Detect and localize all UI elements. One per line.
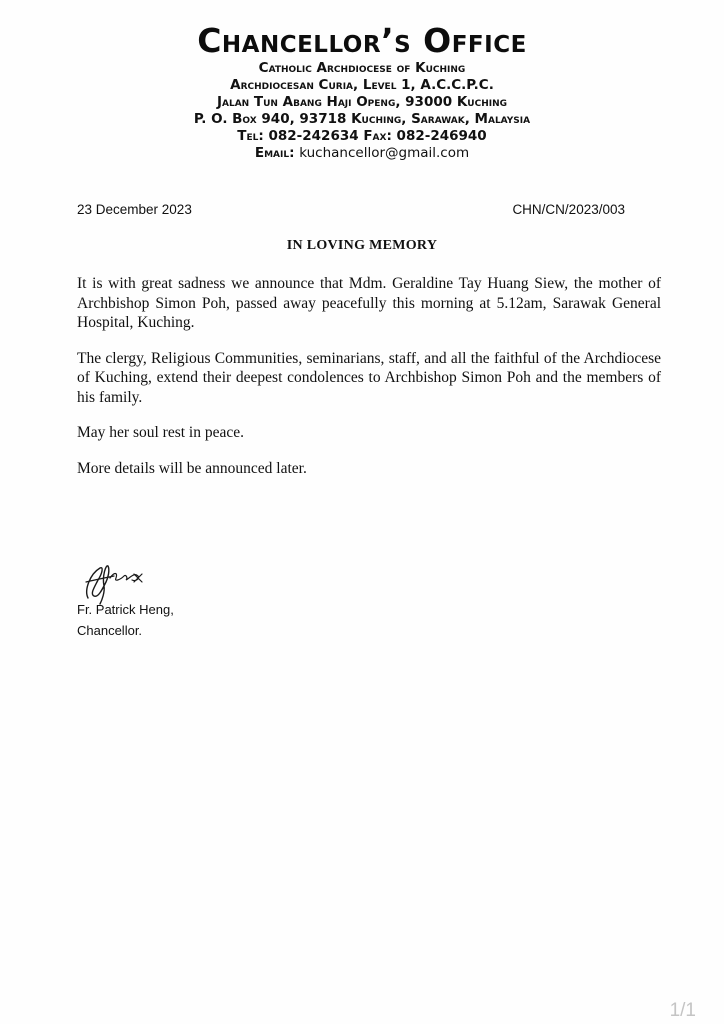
street-address-line: Jalan Tun Abang Haji Openg, 93000 Kuching bbox=[216, 94, 508, 110]
office-title: Chancellor’s Office bbox=[197, 21, 527, 60]
archdiocese-name: Catholic Archdiocese of Kuching bbox=[258, 60, 466, 76]
notice-heading: IN LOVING MEMORY bbox=[286, 238, 438, 253]
letter-date: 23 December 2023 bbox=[77, 202, 192, 217]
signatory-block bbox=[77, 599, 174, 641]
signatory-name: Fr. Patrick Heng, bbox=[77, 602, 174, 617]
email-line bbox=[0, 145, 724, 162]
prayer-paragraph: May her soul rest in peace. bbox=[77, 424, 244, 441]
condolence-paragraph: The clergy, Religious Communities, seminarians, staff, and all the faithful of the Archdiocese of Kuching, extend their deepest condolences to Archbishop Simon Poh and the members of his family. bbox=[77, 349, 661, 406]
postal-address-line: P. O. Box 940, 93718 Kuching, Sarawak, Malaysia bbox=[193, 111, 531, 127]
email-address: kuchancellor@gmail.com bbox=[299, 145, 470, 161]
phone-fax-line: Tel: 082-242634 Fax: 082-246940 bbox=[237, 128, 487, 144]
announcement-paragraph: It is with great sadness we announce that Mdm. Geraldine Tay Huang Siew, the mother of Archbishop Simon Poh, passed away peacefully this morning at 5.12am, Sarawak General Hospital, Kuching. bbox=[77, 275, 661, 331]
page-indicator: 1/1 bbox=[669, 1000, 696, 1021]
reference-number: CHN/CN/2023/003 bbox=[512, 202, 625, 217]
notice-body bbox=[77, 274, 661, 494]
letterhead bbox=[0, 22, 724, 162]
curia-address-line: Archdiocesan Curia, Level 1, A.C.C.P.C. bbox=[230, 77, 494, 93]
signatory-title: Chancellor. bbox=[77, 623, 143, 638]
details-paragraph: More details will be announced later. bbox=[77, 459, 307, 477]
email-label: Email: bbox=[254, 145, 295, 161]
